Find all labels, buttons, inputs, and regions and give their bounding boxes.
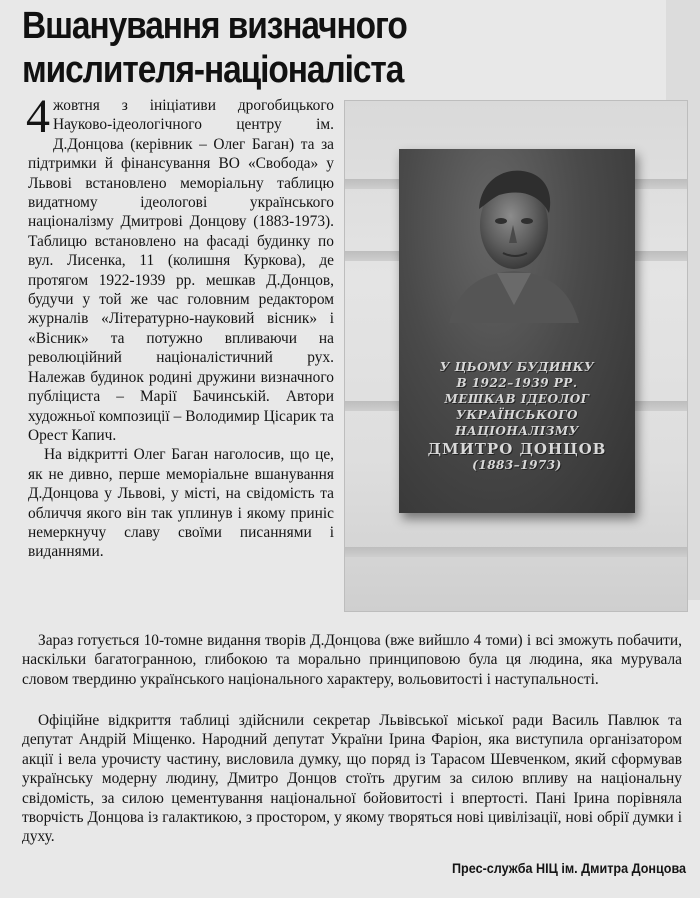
plaque-line-1: У ЦЬОМУ БУДИНКУ <box>439 360 595 374</box>
plaque-line-5: НАЦІОНАЛІЗМУ <box>455 424 579 438</box>
headline-line-1: Вшанування визначного <box>22 5 407 47</box>
paragraph-4-block <box>22 711 682 847</box>
headline <box>22 4 462 92</box>
press-credit: Прес-служба НІЦ ім. Дмитра Донцова <box>451 860 686 876</box>
paragraph-1-text: жовтня з ініціативи дрогобицького Науково-ідеологічного центру ім. Д.Донцова (керівник – Олег Баган) та за підтримки й фінансування ВО «Свобода» у Львові встановлено меморіальну таблицю видатному ідеологові українського націоналізму Дмитрові Донцову (1883-1973). Таблицю встановлено на фасаді будинку по вул. Лисенка, 11 (колишня Куркова), де протягом 1922-1939 рр. мешкав Д.Донцов, будучи у той же час головним редактором журналів «Літературно-науковий вісник» і «Вісник» та потужно впливаючи на революційний націоналістичний рух. Належав будинок родині дружини визначного публіциста – Марії Бачинській. Автори художньої композиції – Володимир Цісарик та Орест Капич. <box>28 97 334 444</box>
plaque-line-3: МЕШКАВ ІДЕОЛОГ <box>444 392 590 406</box>
paragraph-1 <box>26 90 334 445</box>
plaque-years: (1883–1973) <box>472 458 562 472</box>
paragraph-2: На відкритті Олег Баган наголосив, що це, як не дивно, перше меморіальне вшанування Д.Донцова у Львові, у місті, на свідомість та обличчя якого він так уплинув і якому приніс немеркнучу славу своїми писаннями і виданнями. <box>28 446 334 561</box>
left-column <box>26 90 334 562</box>
paragraph-3-block <box>22 631 682 689</box>
portrait-relief <box>439 155 589 323</box>
headline-line-2: мислителя-націоналіста <box>22 49 404 91</box>
plaque-name: ДМИТРО ДОНЦОВ <box>427 440 607 458</box>
wall-stripe <box>345 547 687 557</box>
plaque-line-2: В 1922–1939 РР. <box>456 376 578 390</box>
drop-cap: 4 <box>26 90 50 143</box>
paragraph-3: Зараз готується 10-томне видання творів Д.Донцова (вже вийшло 4 томи) і всі зможуть побачити, наскільки багатогранною, глибокою та морально принциповою була ця людина, яка мурувала словом твердиню українського національного характеру, вольовитості і наступальності. <box>22 632 682 688</box>
plaque-line-4: УКРАЇНСЬКОГО <box>456 408 578 422</box>
plaque-photo <box>344 100 688 612</box>
plaque-inscription <box>399 359 635 473</box>
memorial-plaque <box>399 149 635 513</box>
paragraph-4: Офіційне відкриття таблиці здійснили секретар Львівської міської ради Василь Павлюк та депутат Андрій Міщенко. Народний депутат України Ірина Фаріон, яка виступила організатором акції і вела урочисту частину, висловила думку, що поряд із Тарасом Шевченком, який сформував українську модерну людину, Дмитро Донцов стоїть другим за силою впливу на національну свідомість, за силою цементування національної бойовитості і впертості. Пані Ірина порівняла творчість Донцова із галактикою, з простором, у якому творяться нові цивілізації, нові обрії думки і духу. <box>22 712 682 846</box>
